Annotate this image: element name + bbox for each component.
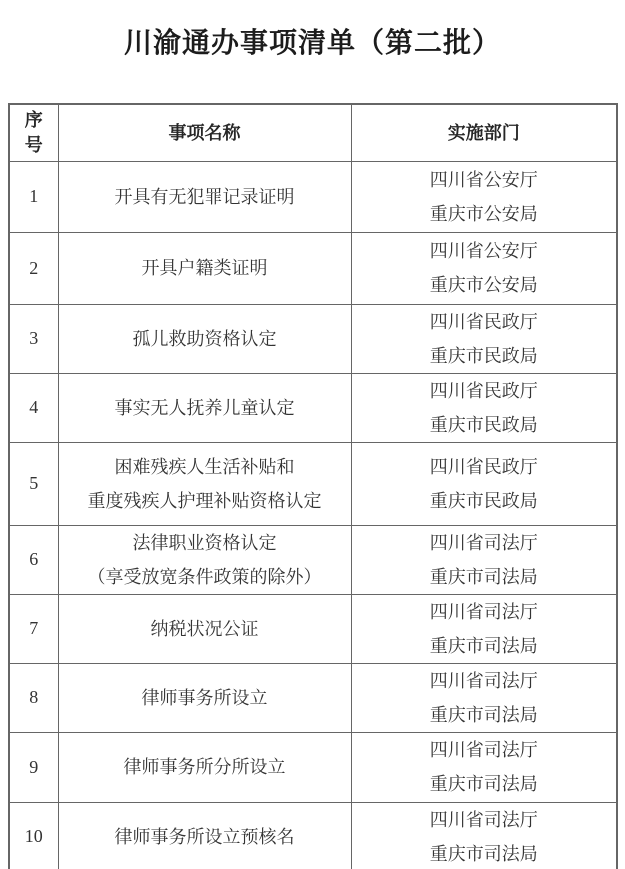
item-name-line: 律师事务所设立预核名 xyxy=(114,826,295,847)
table-row xyxy=(9,232,617,304)
item-name-cell xyxy=(58,161,351,232)
department-cell xyxy=(351,232,617,304)
department-cell xyxy=(351,161,617,232)
item-name-line: 法律职业资格认定 xyxy=(132,532,277,553)
department-line: 四川省民政厅 xyxy=(429,456,538,477)
row-number-cell: 9 xyxy=(9,732,58,802)
department-cell xyxy=(351,594,617,663)
items-table xyxy=(8,103,618,869)
department-line: 四川省公安厅 xyxy=(429,169,538,190)
item-name-cell xyxy=(58,232,351,304)
row-number-cell: 4 xyxy=(9,373,58,442)
item-name-cell xyxy=(58,525,351,594)
department-line: 四川省司法厅 xyxy=(429,809,538,830)
table-body xyxy=(9,161,617,869)
item-name-line: 困难残疾人生活补贴和 xyxy=(114,456,295,477)
department-line: 重庆市司法局 xyxy=(429,774,538,794)
col-header-no xyxy=(9,104,58,161)
row-number-cell: 10 xyxy=(9,802,58,869)
item-name-line: 律师事务所分所设立 xyxy=(123,757,286,777)
department-line: 四川省民政厅 xyxy=(429,311,538,332)
department-cell xyxy=(351,732,617,802)
page-title: 川渝通办事项清单（第二批） xyxy=(123,28,501,59)
row-number-cell: 1 xyxy=(9,161,58,232)
item-name-line: （享受放宽条件政策的除外） xyxy=(87,566,322,587)
item-name-cell xyxy=(58,594,351,663)
col-header-name: 事项名称 xyxy=(58,104,351,161)
department-line: 重庆市司法局 xyxy=(429,566,538,587)
department-cell xyxy=(351,525,617,594)
department-line: 重庆市民政局 xyxy=(429,414,538,435)
department-line: 重庆市民政局 xyxy=(429,490,538,511)
item-name-cell xyxy=(58,802,351,869)
department-cell xyxy=(351,663,617,732)
table-header-row xyxy=(9,104,617,161)
item-name-cell xyxy=(58,304,351,373)
department-line: 四川省司法厅 xyxy=(429,601,538,622)
department-cell xyxy=(351,802,617,869)
row-number-cell: 7 xyxy=(9,594,58,663)
table-row xyxy=(9,525,617,594)
item-name-cell xyxy=(58,442,351,525)
department-line: 四川省司法厅 xyxy=(429,532,538,553)
department-line: 四川省民政厅 xyxy=(429,380,538,401)
row-number-cell: 3 xyxy=(9,304,58,373)
department-line: 重庆市民政局 xyxy=(429,345,538,366)
item-name-line: 孤儿救助资格认定 xyxy=(132,328,277,349)
row-number-cell: 5 xyxy=(9,442,58,525)
item-name-line: 纳税状况公证 xyxy=(150,618,259,639)
col-header-dept: 实施部门 xyxy=(351,104,617,161)
col-header-no-label: 序号 xyxy=(24,110,43,155)
table-row xyxy=(9,373,617,442)
table-row xyxy=(9,442,617,525)
department-cell xyxy=(351,373,617,442)
item-name-cell xyxy=(58,732,351,802)
table-row xyxy=(9,802,617,869)
table-row xyxy=(9,304,617,373)
department-line: 四川省公安厅 xyxy=(429,241,538,261)
item-name-line: 开具户籍类证明 xyxy=(141,258,268,278)
item-name-line: 律师事务所设立 xyxy=(141,687,268,708)
department-line: 四川省司法厅 xyxy=(429,670,538,691)
department-line: 重庆市司法局 xyxy=(429,704,538,725)
item-name-line: 重度残疾人护理补贴资格认定 xyxy=(87,490,322,511)
department-line: 四川省司法厅 xyxy=(429,740,538,760)
row-number-cell: 8 xyxy=(9,663,58,732)
item-name-line: 开具有无犯罪记录证明 xyxy=(114,186,295,207)
department-line: 重庆市司法局 xyxy=(429,843,538,864)
table-row xyxy=(9,161,617,232)
table-row xyxy=(9,663,617,732)
department-line: 重庆市司法局 xyxy=(429,635,538,656)
department-cell xyxy=(351,304,617,373)
department-line: 重庆市公安局 xyxy=(429,275,538,295)
row-number-cell: 6 xyxy=(9,525,58,594)
row-number-cell: 2 xyxy=(9,232,58,304)
item-name-cell xyxy=(58,663,351,732)
department-line: 重庆市公安局 xyxy=(429,203,538,224)
table-row xyxy=(9,732,617,802)
item-name-cell xyxy=(58,373,351,442)
item-name-line: 事实无人抚养儿童认定 xyxy=(114,397,295,418)
department-cell xyxy=(351,442,617,525)
table-row xyxy=(9,594,617,663)
